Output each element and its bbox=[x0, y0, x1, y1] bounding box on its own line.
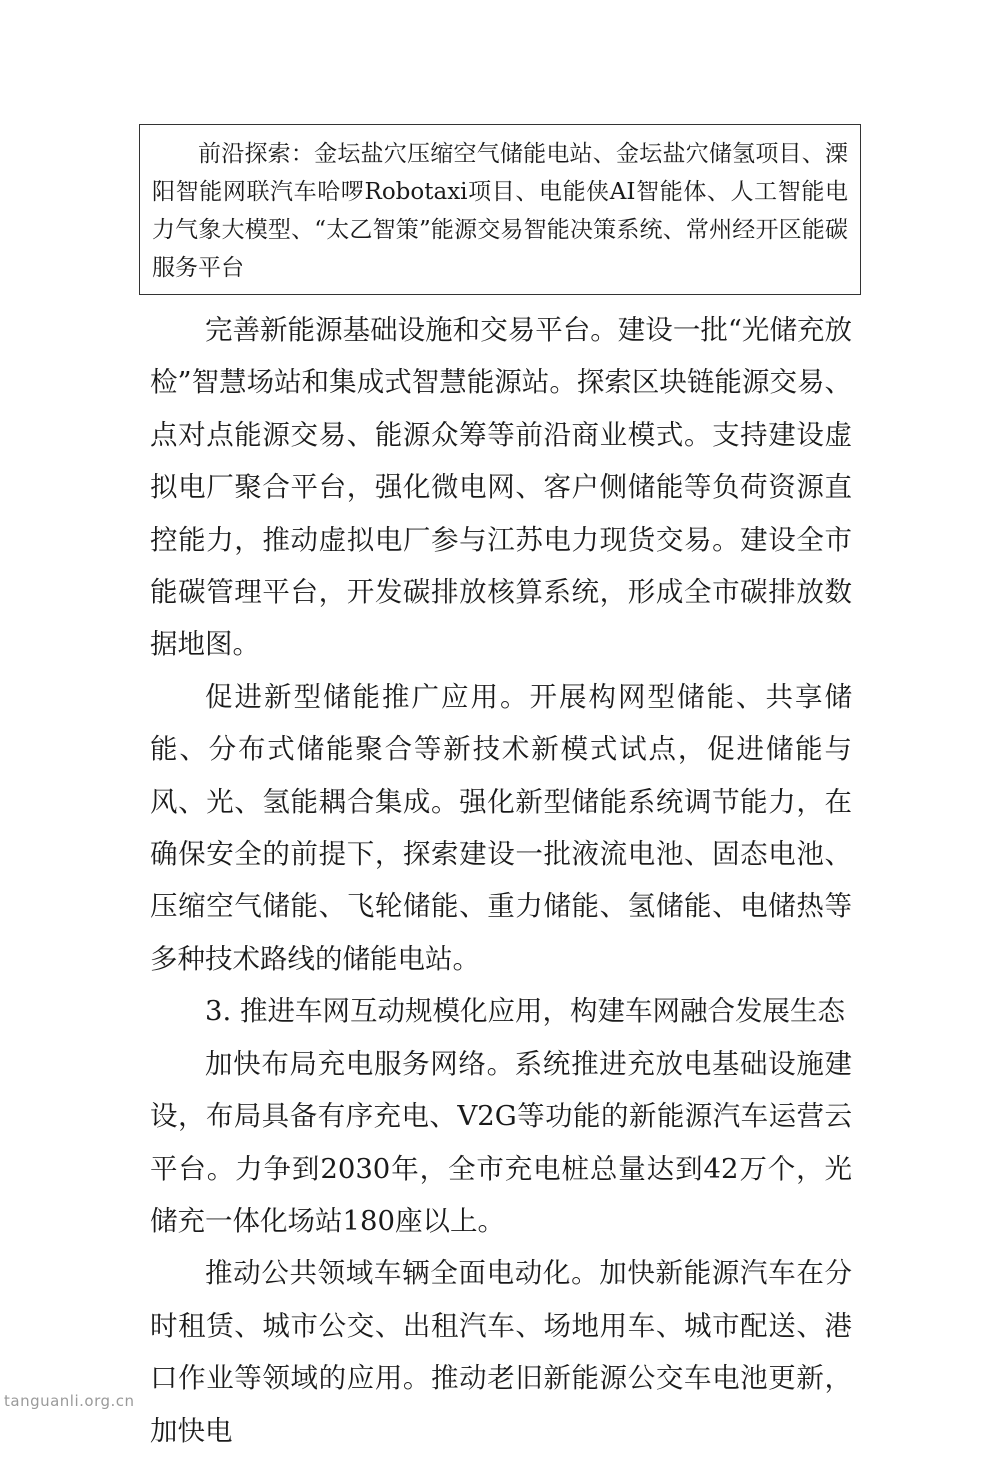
paragraph-charging-network: 加快布局充电服务网络。系统推进充放电基础设施建设，布局具备有序充电、V2G等功能的新能源汽车运营云平台。力争到2030年，全市充电桩总量达到42万个，光储充一体化场站180座以上。 bbox=[150, 1047, 852, 1237]
paragraph-public-vehicle-electrification: 推动公共领域车辆全面电动化。加快新能源汽车在分时租赁、城市公交、出租汽车、场地用车、城市配送、港口作业等领域的应用。推动老旧新能源公交车电池更新，加快电 bbox=[150, 1257, 852, 1447]
document-body bbox=[150, 304, 852, 1457]
frontier-exploration-box bbox=[139, 124, 861, 295]
frontier-exploration-text: 前沿探索：金坛盐穴压缩空气储能电站、金坛盐穴储氢项目、溧阳智能网联汽车哈啰Robotaxi项目、电能侠AI智能体、人工智能电力气象大模型、“太乙智策”能源交易智能决策系统、常州经开区能碳服务平台 bbox=[152, 141, 848, 281]
paragraph-infrastructure-trading: 完善新能源基础设施和交易平台。建设一批“光储充放检”智慧场站和集成式智慧能源站。探索区块链能源交易、点对点能源交易、能源众筹等前沿商业模式。支持建设虚拟电厂聚合平台，强化微电网、客户侧储能等负荷资源直控能力，推动虚拟电厂参与江苏电力现货交易。建设全市能碳管理平台，开发碳排放核算系统，形成全市碳排放数据地图。 bbox=[150, 314, 852, 661]
paragraph-energy-storage: 促进新型储能推广应用。开展构网型储能、共享储能、分布式储能聚合等新技术新模式试点，促进储能与风、光、氢能耦合集成。强化新型储能系统调节能力，在确保安全的前提下，探索建设一批液流电池、固态电池、压缩空气储能、飞轮储能、重力储能、氢储能、电储热等多种技术路线的储能电站。 bbox=[150, 680, 852, 975]
section-heading-vehicle-grid: 3. 推进车网互动规模化应用，构建车网融合发展生态 bbox=[205, 995, 845, 1028]
site-watermark: tanguanli.org.cn bbox=[4, 1392, 135, 1410]
